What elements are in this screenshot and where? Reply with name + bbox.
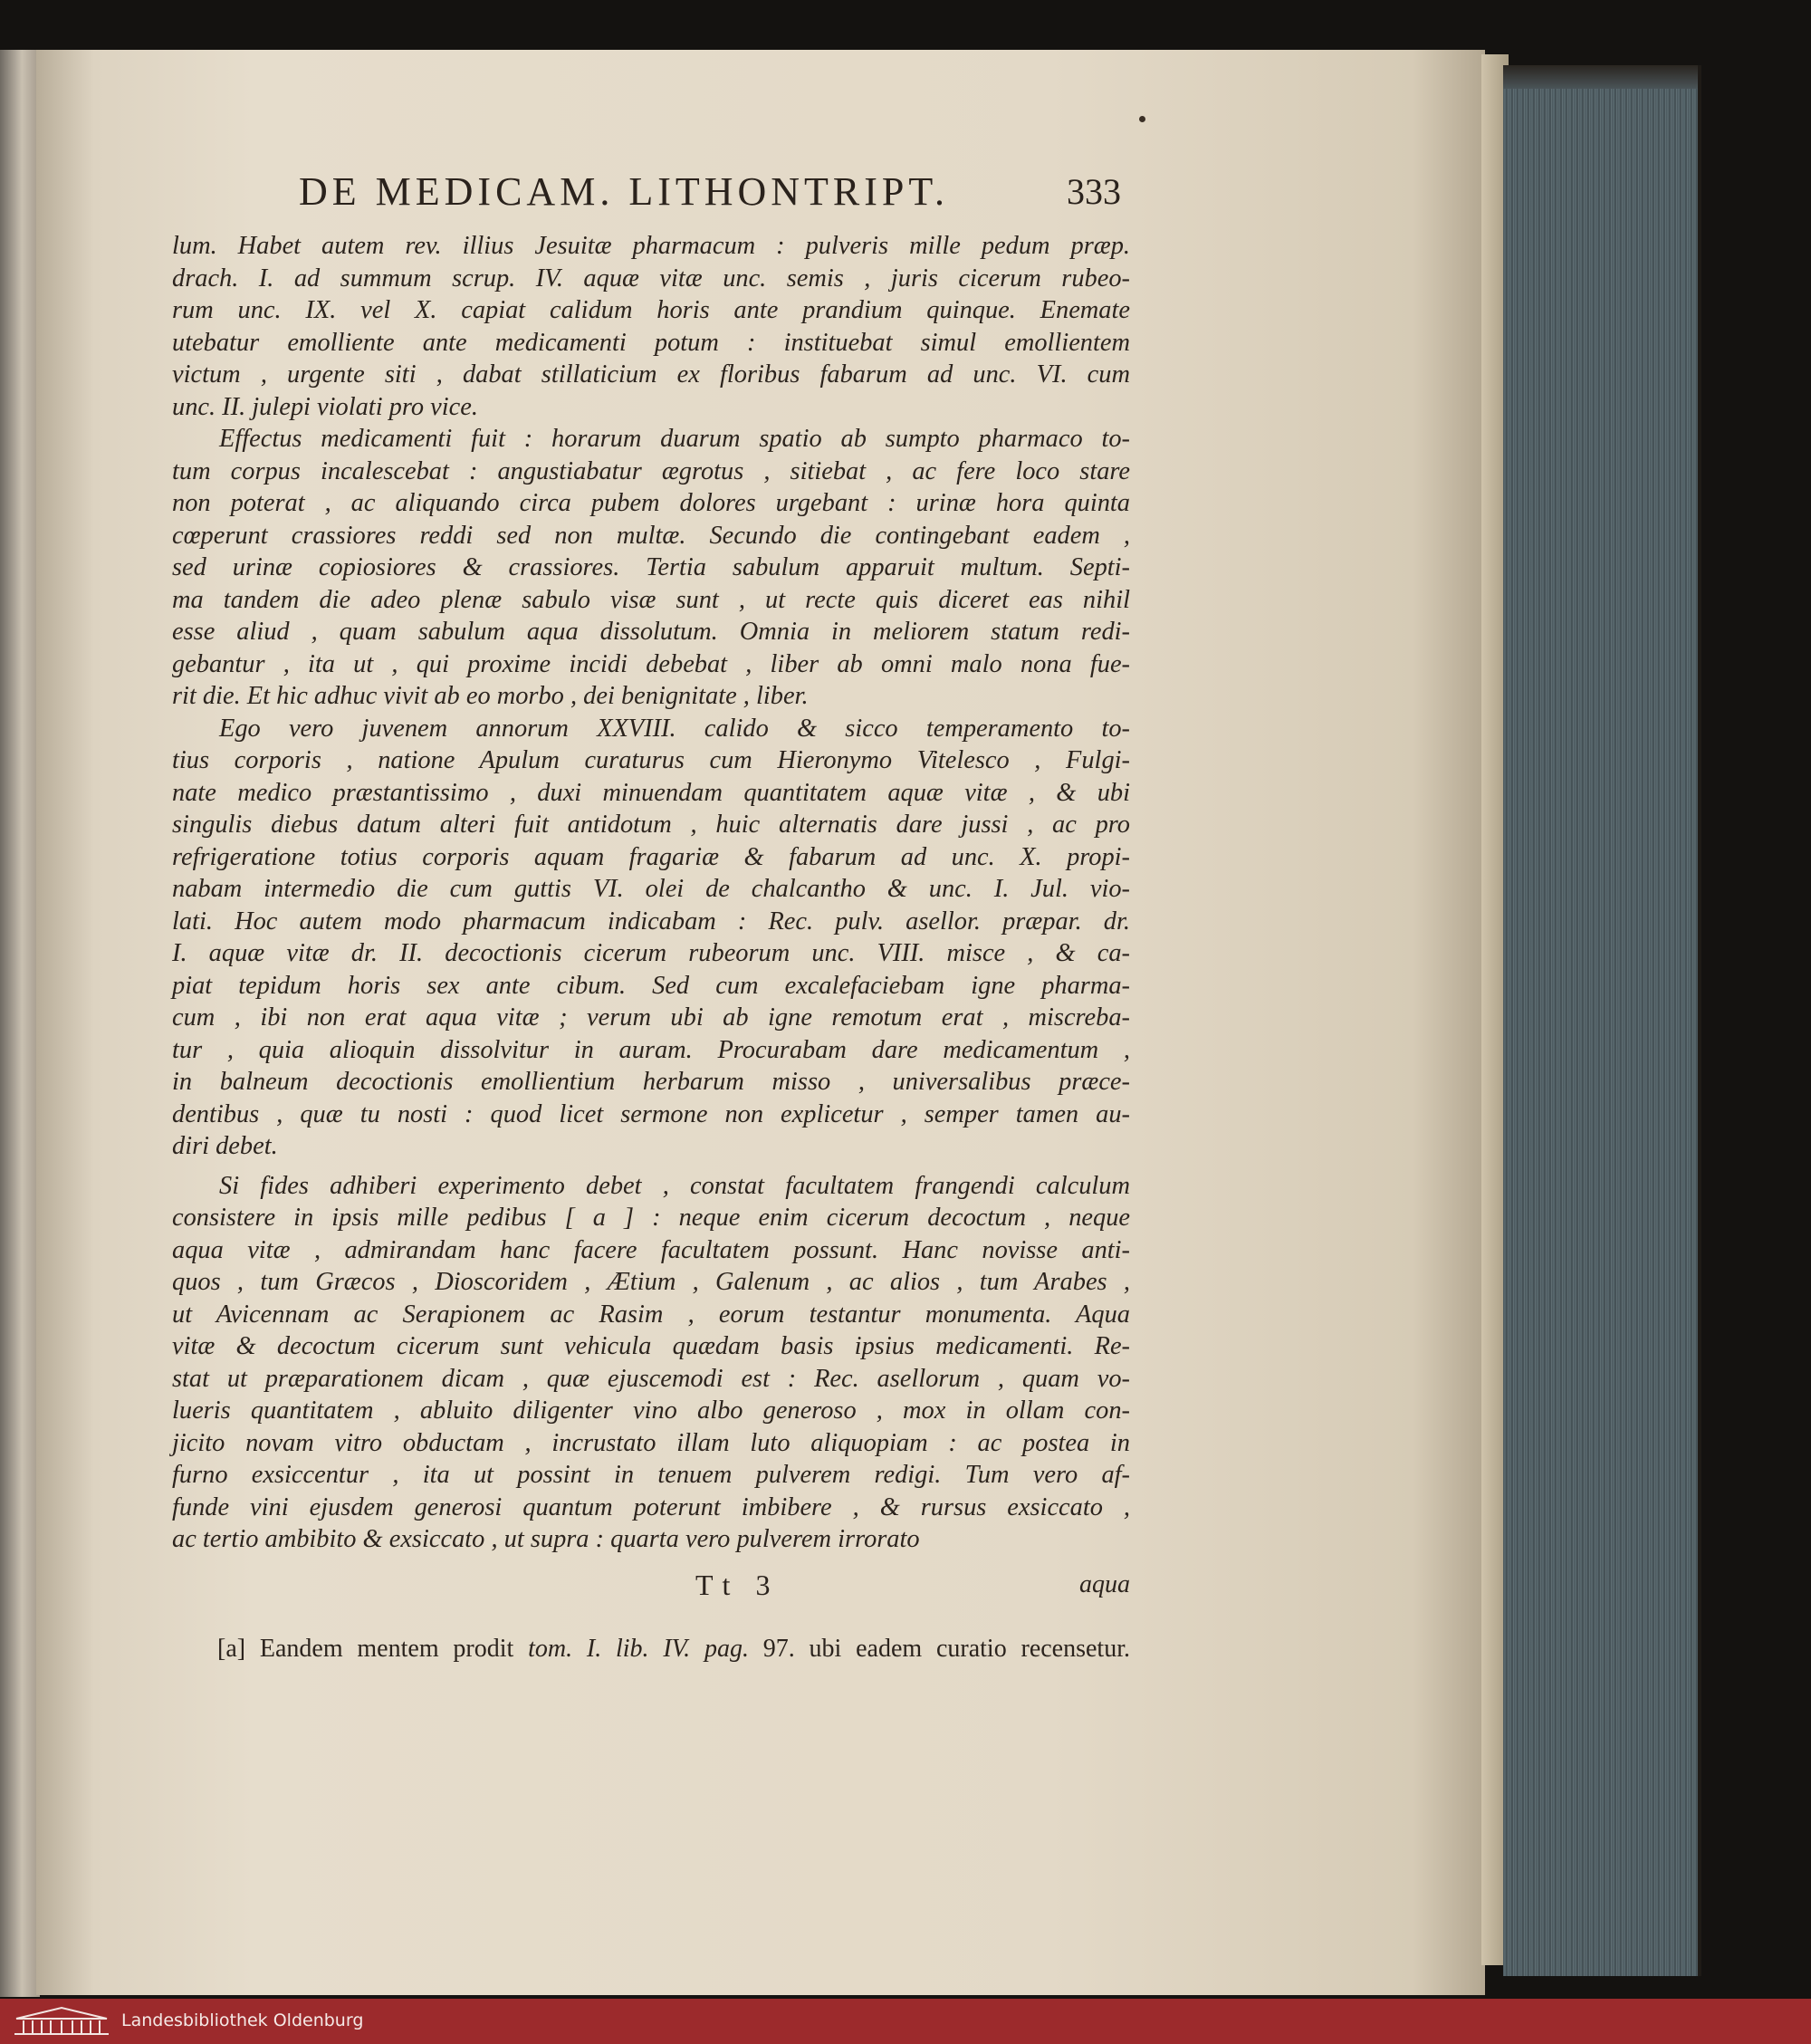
footnote-marker: [a] (217, 1635, 246, 1663)
running-title: DE MEDICAM. LITHONTRIPT. (299, 169, 950, 214)
text-line: Si fides adhiberi experimento debet , constat facultatem frangendi calculum (219, 1171, 1130, 1200)
text-line: rit die. Et hic adhuc vivit ab eo morbo , dei benignitate , liber. (172, 682, 809, 710)
page-header (244, 168, 1121, 223)
footnote-text-before: Eandem mentem prodit (259, 1635, 514, 1663)
library-name: Landesbibliothek Oldenburg (121, 2010, 364, 2030)
text-line: cum , ibi non erat aqua vitæ ; verum ubi ab igne remotum erat , miscreba- (172, 1003, 1130, 1032)
text-line: furno exsiccentur , ita ut possint in tenuem pulverem redigi. Tum vero af- (172, 1461, 1130, 1489)
signature-line (172, 1569, 1130, 1605)
text-line: dentibus , quæ tu nosti : quod licet sermone non explicetur , semper tamen au- (172, 1099, 1130, 1128)
text-line: lueris quantitatem , abluito diligenter vino albo generoso , mox in ollam con- (172, 1396, 1130, 1425)
text-line: refrigeratione totius corporis aquam fragariæ & fabarum ad unc. X. propi- (172, 842, 1130, 871)
text-line: singulis diebus datum alteri fuit antidotum , huic alternatis dare jussi , ac pro (172, 811, 1130, 839)
text-line: esse aliud , quam sabulum aqua dissolutum. Omnia in meliorem statum redi- (172, 618, 1130, 646)
text-line: unc. II. julepi violati pro vice. (172, 392, 478, 421)
text-line: Effectus medicamenti fuit : horarum duarum spatio ab sumpto pharmaco to- (219, 425, 1130, 453)
text-line: jicito novam vitro obductam , incrustato illam luto aliquopiam : ac postea in (172, 1428, 1130, 1457)
text-line: nabam intermedio die cum guttis VI. olei de chalcantho & unc. I. Jul. vio- (172, 875, 1130, 903)
text-line: non poterat , ac aliquando circa pubem dolores urgebant : urinæ hora quinta (172, 489, 1130, 517)
catchword: aqua (1079, 1570, 1130, 1598)
text-line: tius corporis , natione Apulum curaturus cum Hieronymo Vitelesco , Fulgi- (172, 746, 1130, 774)
text-line: lum. Habet autem rev. illius Jesuitæ pharmacum : pulveris mille pedum præp. (172, 232, 1130, 260)
library-footer (0, 1999, 1811, 2044)
book-fore-edge (1503, 65, 1701, 1976)
text-line: cœperunt crassiores reddi sed non multæ. Secundo die contingebant eadem , (172, 521, 1130, 550)
text-line: tur , quia alioquin dissolvitur in auram. Procurabam dare medicamentum , (172, 1035, 1130, 1064)
ink-spot (1139, 116, 1145, 122)
text-line: I. aquæ vitæ dr. II. decoctionis cicerum rubeorum unc. VIII. misce , & ca- (172, 939, 1130, 967)
text-line: stat ut præparationem dicam , quæ ejuscemodi est : Rec. asellorum , quam vo- (172, 1364, 1130, 1393)
text-line: tum corpus incalescebat : angustiabatur ægrotus , sitiebat , ac fere loco stare (172, 456, 1130, 485)
facing-page-edge (0, 50, 40, 1997)
text-line: aqua vitæ , admirandam hanc facere facultatem possunt. Hanc novisse anti- (172, 1235, 1130, 1264)
text-line: sed urinæ copiosiores & crassiores. Tertia sabulum apparuit multum. Septi- (172, 553, 1130, 581)
text-line: quos , tum Græcos , Dioscoridem , Ætium , Galenum , ac alios , tum Arabes , (172, 1268, 1130, 1296)
text-line: diri debet. (172, 1132, 278, 1160)
footnote (217, 1635, 1130, 1664)
footnote-text-after: 97. ubi eadem curatio recensetur. (762, 1635, 1130, 1663)
text-line: ma tandem die adeo plenæ sabulo visæ sunt , ut recte quis diceret eas nihil (172, 585, 1130, 614)
text-line: Ego vero juvenem annorum XXVIII. calido & sicco temperamento to- (219, 714, 1130, 743)
text-line: consistere in ipsis mille pedibus [ a ] : neque enim cicerum decoctum , neque (172, 1204, 1130, 1232)
book-fore-edge-top (1503, 65, 1698, 89)
text-line: victum , urgente siti , dabat stillaticium ex floribus fabarum ad unc. VI. cum (172, 360, 1130, 389)
main-text (172, 230, 1130, 1556)
text-line: nate medico præstantissimo , duxi minuendam quantitatem aquæ vitæ , & ubi (172, 778, 1130, 807)
text-line: rum unc. IX. vel X. capiat calidum horis ante prandium quinque. Enemate (172, 296, 1130, 324)
library-building-icon (11, 2006, 112, 2037)
text-line: ut Avicennam ac Serapionem ac Rasim , eorum testantur monumenta. Aqua (172, 1300, 1130, 1329)
text-line: in balneum decoctionis emollientium herbarum misso , universalibus præce- (172, 1068, 1130, 1096)
text-line: vitæ & decoctum cicerum sunt vehicula quædam basis ipsius medicamenti. Re- (172, 1332, 1130, 1360)
text-line: lati. Hoc autem modo pharmacum indicabam : Rec. pulv. asellor. præpar. dr. (172, 907, 1130, 936)
text-line: funde vini ejusdem generosi quantum poterunt imbibere , & rursus exsiccato , (172, 1492, 1130, 1521)
text-line: ac tertio ambibito & exsiccato , ut supra : quarta vero pulverem irrorato (172, 1525, 920, 1553)
signature-mark: Tt 3 (695, 1569, 780, 1601)
page-number: 333 (1067, 171, 1121, 212)
text-line: piat tepidum horis sex ante cibum. Sed cum excalefaciebam igne pharma- (172, 971, 1130, 1000)
text-line: drach. I. ad summum scrup. IV. aquæ vitæ unc. semis , juris cicerum rubeo- (172, 264, 1130, 293)
text-line: utebatur emolliente ante medicamenti potum : instituebat simul emollientem (172, 328, 1130, 357)
text-line: gebantur , ita ut , qui proxime incidi debebat , liber ab omni malo nona fue- (172, 649, 1130, 678)
footnote-reference: tom. I. lib. IV. pag. (528, 1635, 749, 1663)
